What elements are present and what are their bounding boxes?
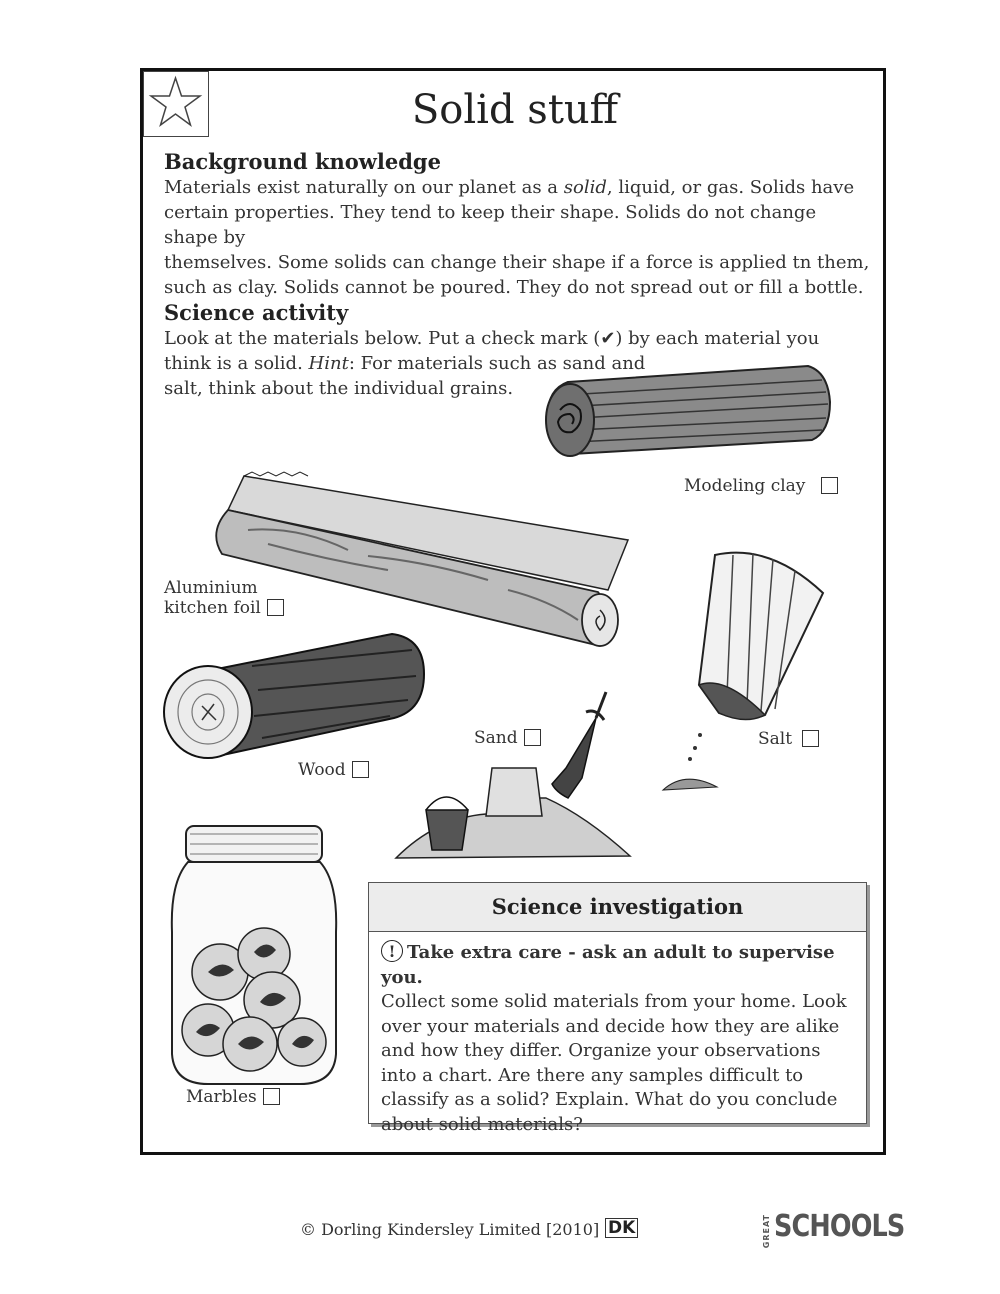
greatschools-logo-text: SCHOOLS [774,1209,905,1244]
dk-logo: DK [605,1218,638,1238]
investigation-body [369,932,866,1137]
greatschools-logo-small: GREAT [762,1214,771,1249]
activity-heading: Science activity [164,300,349,325]
investigation-heading: Science investigation [369,883,866,932]
wood-log-illustration [162,630,427,760]
activity-paragraph: Look at the materials below. Put a check mark (✔) by each material you think is a solid. Hint: For materials such as sand and salt, think about the individual grains. [164,328,820,399]
investigation-text: Collect some solid materials from your home. Look over your materials and decide how they are alike and how they differ. Organize your observations into a chart. Are there any samples difficult to classify as a solid? Explain. What do you conclude about solid materials? [381,991,847,1135]
exclamation-icon: ! [381,940,403,962]
salt-checkbox[interactable] [802,730,819,747]
aluminium-foil-illustration [208,470,638,650]
sandcastle-illustration [396,688,636,863]
sand-checkbox[interactable] [524,729,541,746]
wood-label: Wood [298,760,369,780]
wood-checkbox[interactable] [352,761,369,778]
marbles-label: Marbles [186,1087,280,1107]
page-title: Solid stuff [411,87,619,133]
foil-checkbox[interactable] [267,599,284,616]
background-paragraph: Materials exist naturally on our planet as a solid, liquid, or gas. Solids have certain properties. They tend to keep their shape. Solids do not change shape by themselves. Some solids can change their shape if a force is applied tn them, such as clay. Solids cannot be poured. They do not spread out or fill a bottle. [164,177,870,298]
modeling-clay-illustration [530,360,835,470]
investigation-box [368,882,867,1135]
marbles-checkbox[interactable] [263,1088,280,1105]
foil-label: Aluminium kitchen foil [164,578,284,618]
salt-shaker-illustration [655,545,830,795]
copyright-notice: © Dorling Kindersley Limited [2010] [300,1220,600,1239]
background-heading: Background knowledge [164,149,441,174]
modeling-clay-checkbox[interactable] [821,477,838,494]
marbles-jar-illustration [168,822,340,1088]
sand-label: Sand [474,728,541,748]
safety-warning: ! Take extra care - ask an adult to supervise you. [381,942,835,988]
salt-label: Salt [758,729,819,749]
modeling-clay-label: Modeling clay [684,476,838,496]
